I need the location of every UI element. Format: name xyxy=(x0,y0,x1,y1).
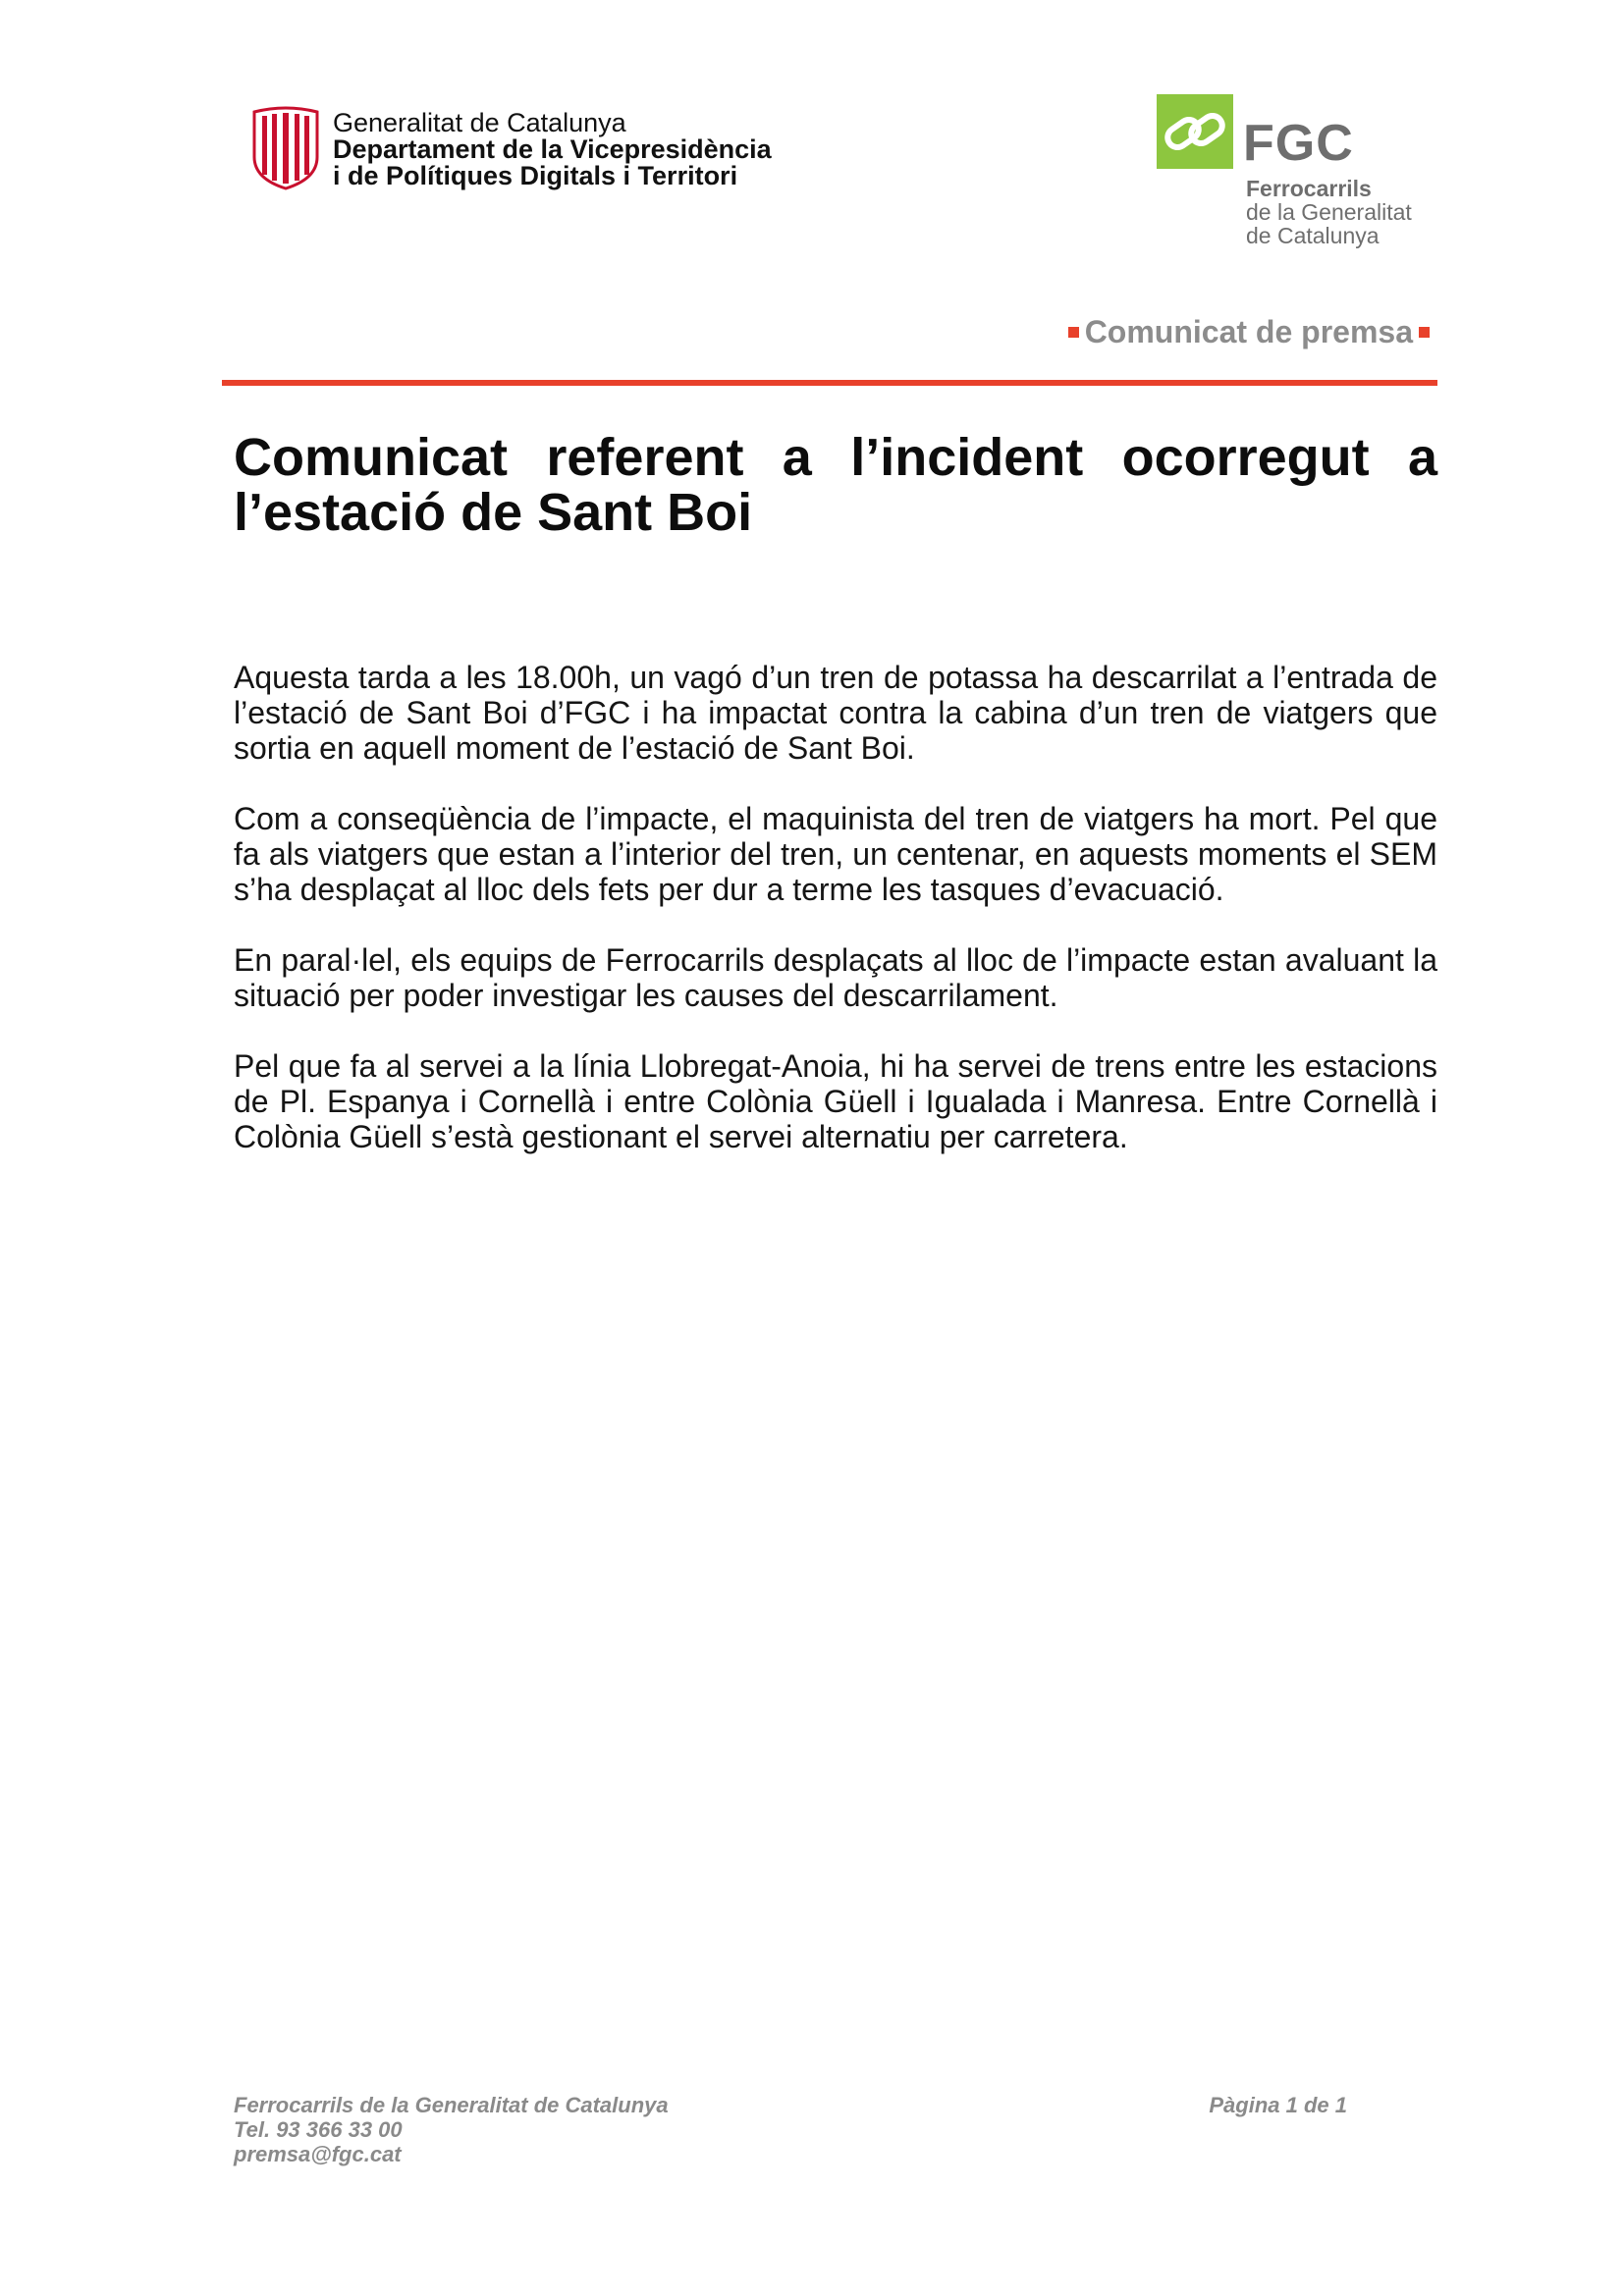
fgc-name: FGC xyxy=(1243,115,1354,172)
square-bullet-icon xyxy=(1068,327,1079,338)
fgc-logo xyxy=(1157,94,1451,251)
paragraph-4: Pel que fa al servei a la línia Llobregat-Anoia, hi ha servei de trens entre les estacions de Pl. Espanya i Cornellà i entre Colònia Güell i Igualada i Manresa. Entre Cornellà i Colònia Güell s’està gestionant el servei alternatiu per carretera. xyxy=(234,1048,1437,1154)
generalitat-emblem-icon xyxy=(250,106,321,190)
page-number: Pàgina 1 de 1 xyxy=(1209,2093,1347,2117)
footer xyxy=(234,2093,1347,2166)
header-divider xyxy=(222,380,1437,386)
footer-org: Ferrocarrils de la Generalitat de Catalunya xyxy=(234,2093,669,2117)
fgc-chain-icon xyxy=(1157,94,1233,169)
paragraph-1: Aquesta tarda a les 18.00h, un vagó d’un tren de potassa ha descarrilat a l’entrada de l’estació de Sant Boi d’FGC i ha impactat contra la cabina d’un tren de viatgers que sortia en aquell moment de l’estació de Sant Boi. xyxy=(234,660,1437,766)
fgc-subtitle-1: Ferrocarrils xyxy=(1246,176,1372,201)
generalitat-name: Generalitat de Catalunya xyxy=(333,108,626,137)
paragraph-3: En paral·lel, els equips de Ferrocarrils desplaçats al lloc de l’impacte estan avaluant la situació per poder investigar les causes del descarrilament. xyxy=(234,942,1437,1013)
press-release-label: Comunicat de premsa xyxy=(1084,314,1413,349)
article-body xyxy=(234,660,1437,1190)
footer-email: premsa@fgc.cat xyxy=(234,2142,402,2166)
fgc-subtitle-3: de Catalunya xyxy=(1246,223,1380,248)
department-name: Departament de la Vicepresidència xyxy=(333,134,772,164)
generalitat-logo xyxy=(250,106,772,190)
footer-phone: Tel. 93 366 33 00 xyxy=(234,2117,403,2142)
square-bullet-icon xyxy=(1419,327,1430,338)
department-name-cont: i de Polítiques Digitals i Territori xyxy=(333,161,738,190)
paragraph-2: Com a conseqüència de l’impacte, el maquinista del tren de viatgers ha mort. Pel que fa als viatgers que estan a l’interior del tren, un centenar, en aquests moments el SEM s’ha desplaçat al lloc dels fets per dur a terme les tasques d’evacuació. xyxy=(234,801,1437,907)
page-title: Comunicat referent a l’incident ocorregut a l’estació de Sant Boi xyxy=(234,428,1437,542)
fgc-subtitle-2: de la Generalitat xyxy=(1246,199,1412,225)
press-release-tag xyxy=(1062,314,1435,349)
